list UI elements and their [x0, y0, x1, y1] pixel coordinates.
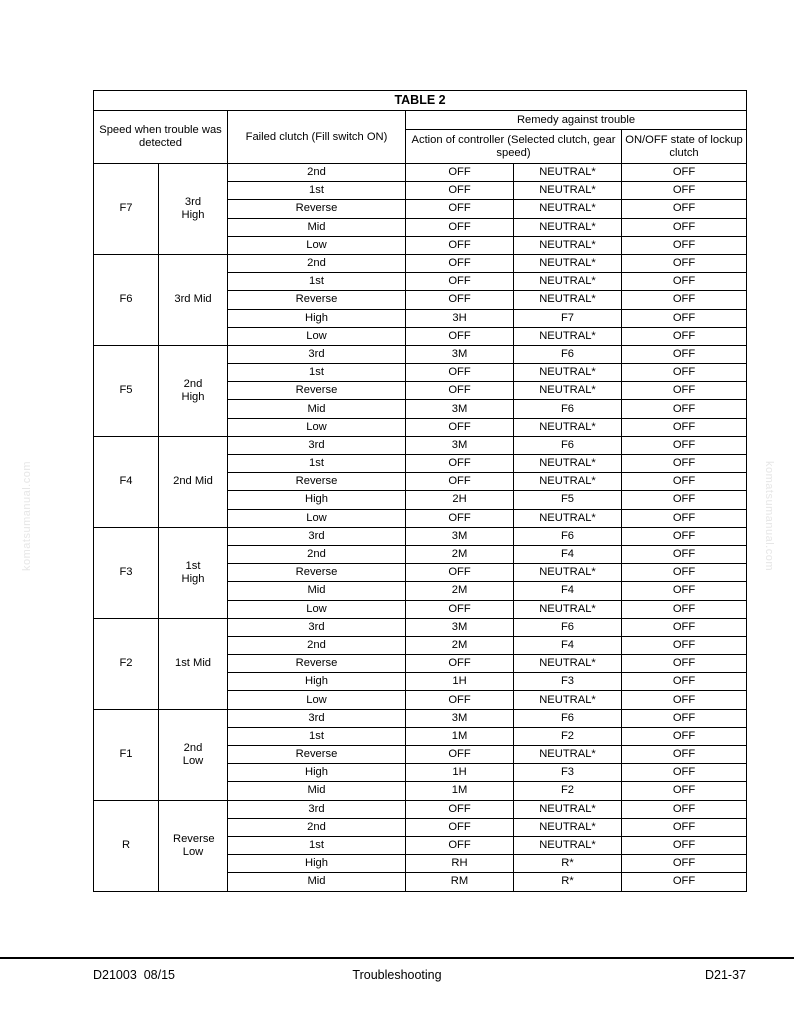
selected-clutch-cell: OFF	[406, 164, 514, 182]
selected-clutch-cell: OFF	[406, 382, 514, 400]
gear-speed-cell: NEUTRAL*	[514, 327, 622, 345]
gear-speed-cell: NEUTRAL*	[514, 418, 622, 436]
footer-rule	[0, 957, 794, 959]
lockup-state-cell: OFF	[622, 418, 747, 436]
gear-speed-cell: F5	[514, 491, 622, 509]
failed-clutch-cell: Reverse	[228, 291, 406, 309]
speed-subgear-cell: 3rd Mid	[159, 254, 228, 345]
lockup-state-cell: OFF	[622, 364, 747, 382]
lockup-state-cell: OFF	[622, 291, 747, 309]
selected-clutch-cell: OFF	[406, 836, 514, 854]
table-row	[94, 527, 747, 545]
gear-speed-cell: NEUTRAL*	[514, 254, 622, 272]
footer-section-title: Troubleshooting	[352, 968, 442, 982]
selected-clutch-cell: OFF	[406, 182, 514, 200]
failed-clutch-cell: Mid	[228, 218, 406, 236]
gear-speed-cell: F3	[514, 673, 622, 691]
gear-speed-cell: F6	[514, 618, 622, 636]
gear-speed-cell: NEUTRAL*	[514, 818, 622, 836]
failed-clutch-cell: 2nd	[228, 545, 406, 563]
lockup-state-cell: OFF	[622, 545, 747, 563]
selected-clutch-cell: 3M	[406, 527, 514, 545]
lockup-state-cell: OFF	[622, 618, 747, 636]
lockup-state-cell: OFF	[622, 564, 747, 582]
gear-speed-cell: NEUTRAL*	[514, 600, 622, 618]
failed-clutch-cell: Low	[228, 600, 406, 618]
watermark-left: komatsumanual.com	[21, 461, 33, 571]
speed-subgear-cell: 2nd Mid	[159, 436, 228, 527]
gear-speed-cell: NEUTRAL*	[514, 218, 622, 236]
footer-doc-id: D21003 08/15	[93, 968, 176, 982]
table-row	[94, 800, 747, 818]
selected-clutch-cell: OFF	[406, 327, 514, 345]
failed-clutch-cell: High	[228, 855, 406, 873]
lockup-state-cell: OFF	[622, 455, 747, 473]
gear-speed-cell: F4	[514, 545, 622, 563]
table-row	[94, 164, 747, 182]
lockup-state-cell: OFF	[622, 873, 747, 891]
lockup-state-cell: OFF	[622, 527, 747, 545]
failed-clutch-cell: Reverse	[228, 746, 406, 764]
gear-speed-cell: R*	[514, 855, 622, 873]
gear-speed-cell: F2	[514, 782, 622, 800]
selected-clutch-cell: 2M	[406, 582, 514, 600]
failed-clutch-cell: Low	[228, 327, 406, 345]
selected-clutch-cell: RM	[406, 873, 514, 891]
gear-speed-cell: NEUTRAL*	[514, 182, 622, 200]
failed-clutch-cell: 1st	[228, 836, 406, 854]
failed-clutch-cell: High	[228, 764, 406, 782]
gear-speed-cell: NEUTRAL*	[514, 564, 622, 582]
failed-clutch-cell: Low	[228, 418, 406, 436]
selected-clutch-cell: OFF	[406, 254, 514, 272]
speed-subgear-cell: 2nd Low	[159, 709, 228, 800]
failed-clutch-cell: Low	[228, 691, 406, 709]
lockup-state-cell: OFF	[622, 200, 747, 218]
gear-speed-cell: NEUTRAL*	[514, 382, 622, 400]
selected-clutch-cell: OFF	[406, 236, 514, 254]
lockup-state-cell: OFF	[622, 273, 747, 291]
speed-detected-cell: F3	[94, 527, 159, 618]
watermark-right: komatsumanual.com	[763, 461, 775, 571]
selected-clutch-cell: OFF	[406, 218, 514, 236]
gear-speed-cell: F4	[514, 636, 622, 654]
gear-speed-cell: NEUTRAL*	[514, 800, 622, 818]
failed-clutch-cell: 1st	[228, 455, 406, 473]
header-failed-clutch: Failed clutch (Fill switch ON)	[228, 111, 406, 164]
selected-clutch-cell: 1M	[406, 782, 514, 800]
gear-speed-cell: NEUTRAL*	[514, 509, 622, 527]
lockup-state-cell: OFF	[622, 764, 747, 782]
gear-speed-cell: NEUTRAL*	[514, 273, 622, 291]
header-speed: Speed when trouble was detected	[94, 111, 228, 164]
gear-speed-cell: F7	[514, 309, 622, 327]
gear-speed-cell: F6	[514, 709, 622, 727]
gear-speed-cell: F6	[514, 436, 622, 454]
table-title: TABLE 2	[94, 91, 747, 111]
selected-clutch-cell: 2H	[406, 491, 514, 509]
failed-clutch-cell: Low	[228, 509, 406, 527]
failed-clutch-cell: 3rd	[228, 436, 406, 454]
lockup-state-cell: OFF	[622, 673, 747, 691]
selected-clutch-cell: OFF	[406, 291, 514, 309]
footer-page-number: D21-37	[705, 968, 746, 982]
selected-clutch-cell: 3M	[406, 400, 514, 418]
lockup-state-cell: OFF	[622, 709, 747, 727]
lockup-state-cell: OFF	[622, 436, 747, 454]
speed-subgear-cell: Reverse Low	[159, 800, 228, 891]
lockup-state-cell: OFF	[622, 491, 747, 509]
failed-clutch-cell: Reverse	[228, 200, 406, 218]
selected-clutch-cell: 3M	[406, 618, 514, 636]
failed-clutch-cell: 3rd	[228, 618, 406, 636]
lockup-state-cell: OFF	[622, 746, 747, 764]
lockup-state-cell: OFF	[622, 855, 747, 873]
selected-clutch-cell: OFF	[406, 600, 514, 618]
failed-clutch-cell: Mid	[228, 400, 406, 418]
lockup-state-cell: OFF	[622, 782, 747, 800]
failed-clutch-cell: Low	[228, 236, 406, 254]
gear-speed-cell: NEUTRAL*	[514, 236, 622, 254]
selected-clutch-cell: 2M	[406, 636, 514, 654]
speed-subgear-cell: 1st High	[159, 527, 228, 618]
failed-clutch-cell: Reverse	[228, 473, 406, 491]
selected-clutch-cell: 1H	[406, 673, 514, 691]
gear-speed-cell: NEUTRAL*	[514, 655, 622, 673]
gear-speed-cell: NEUTRAL*	[514, 364, 622, 382]
selected-clutch-cell: OFF	[406, 691, 514, 709]
lockup-state-cell: OFF	[622, 473, 747, 491]
lockup-state-cell: OFF	[622, 236, 747, 254]
selected-clutch-cell: OFF	[406, 818, 514, 836]
selected-clutch-cell: OFF	[406, 455, 514, 473]
gear-speed-cell: R*	[514, 873, 622, 891]
selected-clutch-cell: OFF	[406, 418, 514, 436]
gear-speed-cell: NEUTRAL*	[514, 291, 622, 309]
selected-clutch-cell: OFF	[406, 746, 514, 764]
lockup-state-cell: OFF	[622, 655, 747, 673]
gear-speed-cell: NEUTRAL*	[514, 200, 622, 218]
selected-clutch-cell: OFF	[406, 200, 514, 218]
gear-speed-cell: NEUTRAL*	[514, 746, 622, 764]
failed-clutch-cell: 1st	[228, 182, 406, 200]
header-action-of-controller: Action of controller (Selected clutch, gear speed)	[406, 130, 622, 164]
speed-detected-cell: F2	[94, 618, 159, 709]
gear-speed-cell: NEUTRAL*	[514, 691, 622, 709]
gear-speed-cell: F4	[514, 582, 622, 600]
speed-detected-cell: F7	[94, 164, 159, 255]
failed-clutch-cell: Reverse	[228, 382, 406, 400]
speed-subgear-cell: 3rd High	[159, 164, 228, 255]
speed-detected-cell: R	[94, 800, 159, 891]
lockup-state-cell: OFF	[622, 727, 747, 745]
failed-clutch-cell: Mid	[228, 582, 406, 600]
failed-clutch-cell: Mid	[228, 782, 406, 800]
lockup-state-cell: OFF	[622, 818, 747, 836]
failed-clutch-cell: 2nd	[228, 636, 406, 654]
troubleshooting-table	[93, 90, 747, 892]
selected-clutch-cell: 3M	[406, 709, 514, 727]
table-row	[94, 436, 747, 454]
gear-speed-cell: NEUTRAL*	[514, 836, 622, 854]
failed-clutch-cell: 3rd	[228, 527, 406, 545]
gear-speed-cell: F6	[514, 527, 622, 545]
selected-clutch-cell: 1H	[406, 764, 514, 782]
selected-clutch-cell: OFF	[406, 564, 514, 582]
selected-clutch-cell: 3M	[406, 436, 514, 454]
gear-speed-cell: F6	[514, 345, 622, 363]
gear-speed-cell: F2	[514, 727, 622, 745]
speed-detected-cell: F4	[94, 436, 159, 527]
failed-clutch-cell: 1st	[228, 273, 406, 291]
troubleshooting-table-container	[93, 90, 746, 892]
gear-speed-cell: F6	[514, 400, 622, 418]
lockup-state-cell: OFF	[622, 327, 747, 345]
failed-clutch-cell: High	[228, 309, 406, 327]
failed-clutch-cell: 3rd	[228, 800, 406, 818]
selected-clutch-cell: 3M	[406, 345, 514, 363]
lockup-state-cell: OFF	[622, 691, 747, 709]
lockup-state-cell: OFF	[622, 345, 747, 363]
failed-clutch-cell: 1st	[228, 727, 406, 745]
failed-clutch-cell: Mid	[228, 873, 406, 891]
gear-speed-cell: NEUTRAL*	[514, 473, 622, 491]
gear-speed-cell: NEUTRAL*	[514, 164, 622, 182]
selected-clutch-cell: OFF	[406, 800, 514, 818]
selected-clutch-cell: 2M	[406, 545, 514, 563]
lockup-state-cell: OFF	[622, 400, 747, 418]
failed-clutch-cell: 2nd	[228, 254, 406, 272]
lockup-state-cell: OFF	[622, 836, 747, 854]
failed-clutch-cell: Reverse	[228, 564, 406, 582]
lockup-state-cell: OFF	[622, 218, 747, 236]
selected-clutch-cell: 3H	[406, 309, 514, 327]
speed-subgear-cell: 1st Mid	[159, 618, 228, 709]
speed-detected-cell: F1	[94, 709, 159, 800]
failed-clutch-cell: 2nd	[228, 818, 406, 836]
failed-clutch-cell: High	[228, 491, 406, 509]
lockup-state-cell: OFF	[622, 164, 747, 182]
selected-clutch-cell: RH	[406, 855, 514, 873]
table-row	[94, 345, 747, 363]
failed-clutch-cell: 3rd	[228, 345, 406, 363]
table-row	[94, 618, 747, 636]
selected-clutch-cell: OFF	[406, 655, 514, 673]
table-row	[94, 709, 747, 727]
selected-clutch-cell: OFF	[406, 509, 514, 527]
selected-clutch-cell: OFF	[406, 473, 514, 491]
failed-clutch-cell: 1st	[228, 364, 406, 382]
speed-subgear-cell: 2nd High	[159, 345, 228, 436]
lockup-state-cell: OFF	[622, 582, 747, 600]
lockup-state-cell: OFF	[622, 800, 747, 818]
gear-speed-cell: F3	[514, 764, 622, 782]
lockup-state-cell: OFF	[622, 600, 747, 618]
gear-speed-cell: NEUTRAL*	[514, 455, 622, 473]
header-lockup-clutch: ON/OFF state of lockup clutch	[622, 130, 747, 164]
header-remedy: Remedy against trouble	[406, 111, 747, 130]
lockup-state-cell: OFF	[622, 509, 747, 527]
failed-clutch-cell: 3rd	[228, 709, 406, 727]
selected-clutch-cell: 1M	[406, 727, 514, 745]
selected-clutch-cell: OFF	[406, 273, 514, 291]
failed-clutch-cell: High	[228, 673, 406, 691]
lockup-state-cell: OFF	[622, 254, 747, 272]
speed-detected-cell: F5	[94, 345, 159, 436]
table-row	[94, 254, 747, 272]
lockup-state-cell: OFF	[622, 382, 747, 400]
failed-clutch-cell: 2nd	[228, 164, 406, 182]
speed-detected-cell: F6	[94, 254, 159, 345]
lockup-state-cell: OFF	[622, 636, 747, 654]
lockup-state-cell: OFF	[622, 309, 747, 327]
selected-clutch-cell: OFF	[406, 364, 514, 382]
lockup-state-cell: OFF	[622, 182, 747, 200]
failed-clutch-cell: Reverse	[228, 655, 406, 673]
